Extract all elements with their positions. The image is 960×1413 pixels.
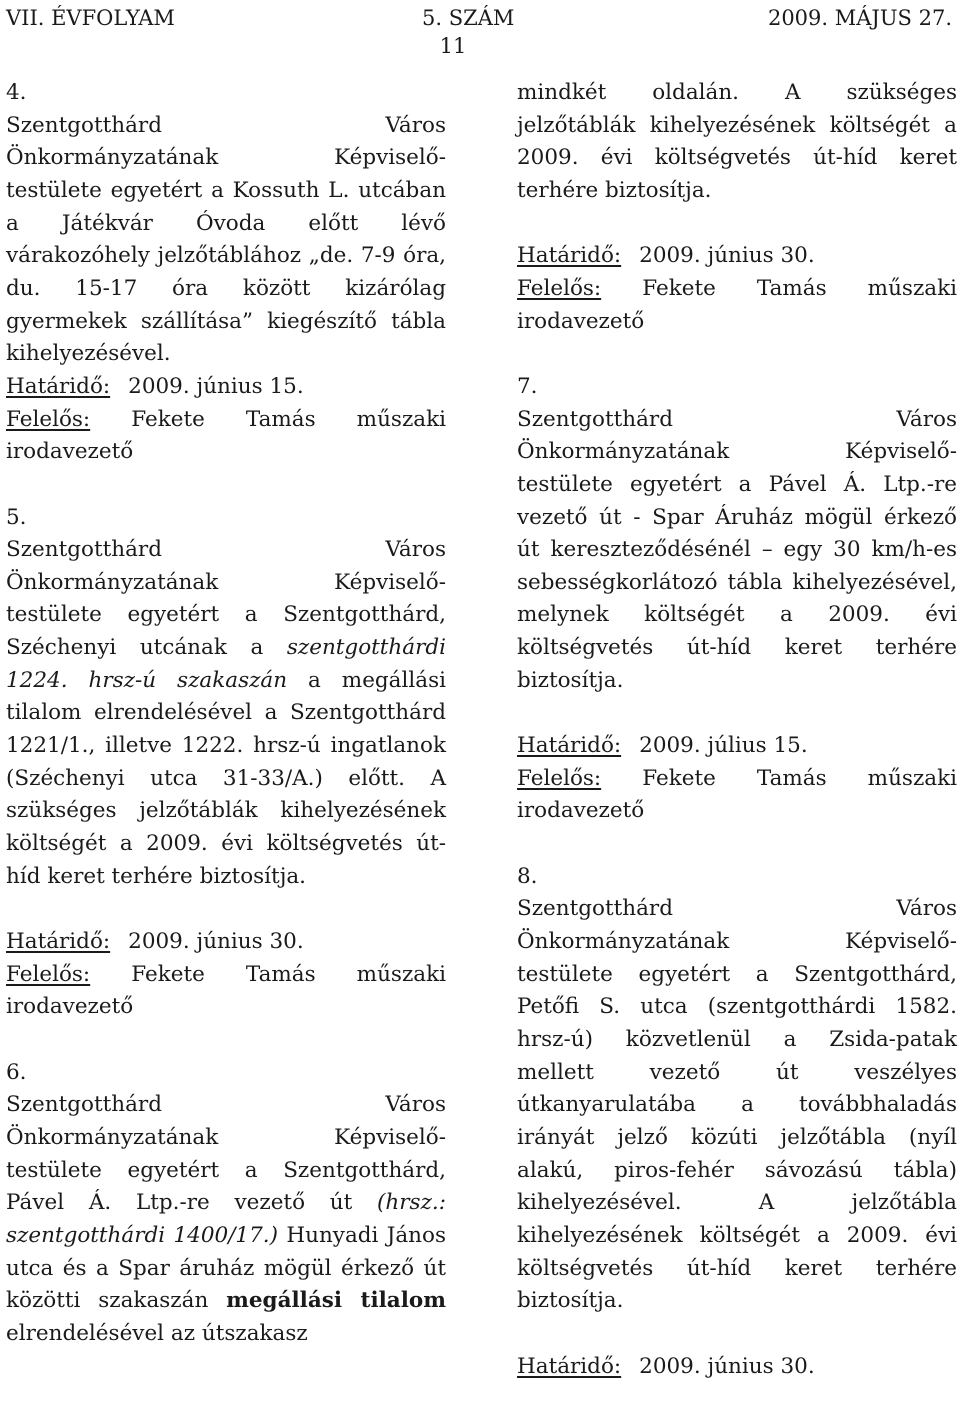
deadline-label: Határidő: [517,243,622,269]
deadline-line [6,926,446,959]
heading-word: Szentgotthárd [6,112,162,138]
left-column [6,77,446,1351]
heading-word: Önkormányzatának [6,569,219,595]
responsible-label: Felelős: [517,765,602,791]
heading-word: Önkormányzatának [6,1124,219,1150]
item-heading-line2 [6,1122,446,1155]
heading-word: Város [385,537,446,563]
resolution-item-6-continued [517,77,957,338]
item-heading-line1 [6,110,446,143]
responsible-line [6,959,446,1024]
parcel-reference: szentgotthárdi 1224. hrsz-ú szakaszán [6,635,446,693]
heading-word: Város [385,112,446,138]
responsible-label: Felelős: [6,961,91,987]
item-text: testülete egyetért a Kossuth L. utcában a Játékvár Óvoda előtt lévő várakozóhely jelzőtáblához „de. 7-9 óra, du. 15-17 óra között kizárólag gyermekek szállítása” kiegészítő tábla kihelyezésével. [6,177,446,367]
heading-word: Szentgotthárd [6,1092,162,1118]
item-heading-line2 [517,926,957,959]
text-part: Hunyadi János utca és a Spar áruház mögül érkező út közötti szakaszán [6,1222,446,1314]
item-heading-line2 [6,567,446,600]
responsible-value: Fekete Tamás műszaki irodavezető [6,406,447,465]
item-heading-line1 [517,893,957,926]
deadline-value: 2009. június 15. [128,373,304,399]
deadline-line [517,730,957,763]
item-heading-line2 [6,142,446,175]
resolution-item-4 [6,77,446,469]
item-number: 6. [6,1059,27,1085]
resolution-item-6 [6,1057,446,1351]
text-part: testülete egyetért a Szentgotthárd, Pável Á. Ltp.-re vezető út [6,1157,446,1216]
responsible-value: Fekete Tamás műszaki irodavezető [517,275,958,334]
text-part: elrendelésével az útszakasz [6,1320,308,1346]
text-part: a megállási tilalom elrendelésével a Szentgotthárd 1221/1., illetve 1222. hrsz-ú ingatlanok (Széchenyi utca 31-33/A.) előtt. A szükséges jelzőtáblák kihelyezésének költségét a 2009. évi költségvetés út-híd keret terhére biztosítja. [6,667,446,889]
deadline-value: 2009. július 15. [639,733,808,759]
date-label: 2009. MÁJUS 27. [767,6,952,30]
parcel-reference: (hrsz.: szentgotthárdi 1400/17.) [6,1190,446,1248]
issue-label: 5. SZÁM [422,6,515,30]
responsible-value: Fekete Tamás műszaki irodavezető [517,765,958,824]
heading-word: Képviselő- [845,929,957,954]
heading-word: Önkormányzatának [6,145,219,171]
heading-word: Képviselő- [334,569,446,595]
heading-word: Szentgotthárd [6,537,162,563]
deadline-line [517,240,957,273]
item-text [6,599,446,893]
heading-word: Képviselő- [845,439,957,465]
heading-word: Szentgotthárd [517,896,673,922]
item-text: testülete egyetért a Szentgotthárd, Petőfi S. utca (szentgotthárdi 1582. hrsz-ú) közvetlenül a Zsida-patak mellett vezető út veszélyes útkanyarulatába a továbbhaladás irányát jelző közúti jelzőtábla (nyíl alakú, piros-fehér sávozású tábla) kihelyezésével. A jelzőtábla kihelyezésének költségét a 2009. évi költségvetés út-híd keret terhére biztosítja. [517,961,957,1314]
deadline-value: 2009. június 30. [639,243,815,269]
resolution-item-8 [517,861,957,1383]
deadline-label: Határidő: [517,733,622,759]
deadline-line [517,1351,957,1384]
responsible-label: Felelős: [517,275,602,301]
item-text [6,1155,446,1351]
heading-word: Szentgotthárd [517,406,673,432]
emphasis: megállási tilalom [226,1288,446,1314]
heading-word: Képviselő- [334,145,446,171]
item-number: 5. [6,504,27,530]
heading-word: Önkormányzatának [517,439,730,465]
heading-word: Város [385,1092,446,1118]
responsible-line [6,404,446,469]
item-number: 4. [6,80,27,105]
resolution-item-7 [517,371,957,828]
item-heading-line1 [6,1089,446,1122]
responsible-value: Fekete Tamás műszaki irodavezető [6,961,447,1020]
item-text: testülete egyetért a Pável Á. Ltp.-re vezető út - Spar Áruház mögül érkező út kereszteződésénél – egy 30 km/h-es sebességkorlátozó tábla kihelyezésével, melynek költségét a 2009. évi költségvetés út-híd keret terhére biztosítja. [517,471,957,693]
item-number: 7. [517,373,538,399]
page-number: 11 [439,34,467,58]
heading-word: Város [896,406,957,432]
item-heading-line1 [517,404,957,437]
text-part: testülete egyetért a Szentgotthárd, Széchenyi utcának a [6,602,446,661]
deadline-value: 2009. június 30. [639,1353,815,1379]
item-number: 8. [517,863,538,889]
heading-word: Önkormányzatának [517,929,730,954]
deadline-label: Határidő: [6,373,111,399]
item-heading-line1 [6,534,446,567]
item-heading-line2 [517,436,957,469]
deadline-value: 2009. június 30. [128,929,304,955]
responsible-label: Felelős: [6,406,91,432]
deadline-label: Határidő: [6,929,111,955]
right-column [517,77,957,1383]
deadline-label: Határidő: [517,1353,622,1379]
responsible-line [517,273,957,338]
heading-word: Képviselő- [334,1124,446,1150]
item-text: mindkét oldalán. A szükséges jelzőtáblák kihelyezésének költségét a 2009. évi költségvetés út-híd keret terhére biztosítja. [517,80,957,203]
volume-label: VII. ÉVFOLYAM [6,6,175,30]
heading-word: Város [896,896,957,922]
resolution-item-5 [6,502,446,1024]
responsible-line [517,763,957,828]
page-header [6,6,952,30]
deadline-line [6,371,446,404]
